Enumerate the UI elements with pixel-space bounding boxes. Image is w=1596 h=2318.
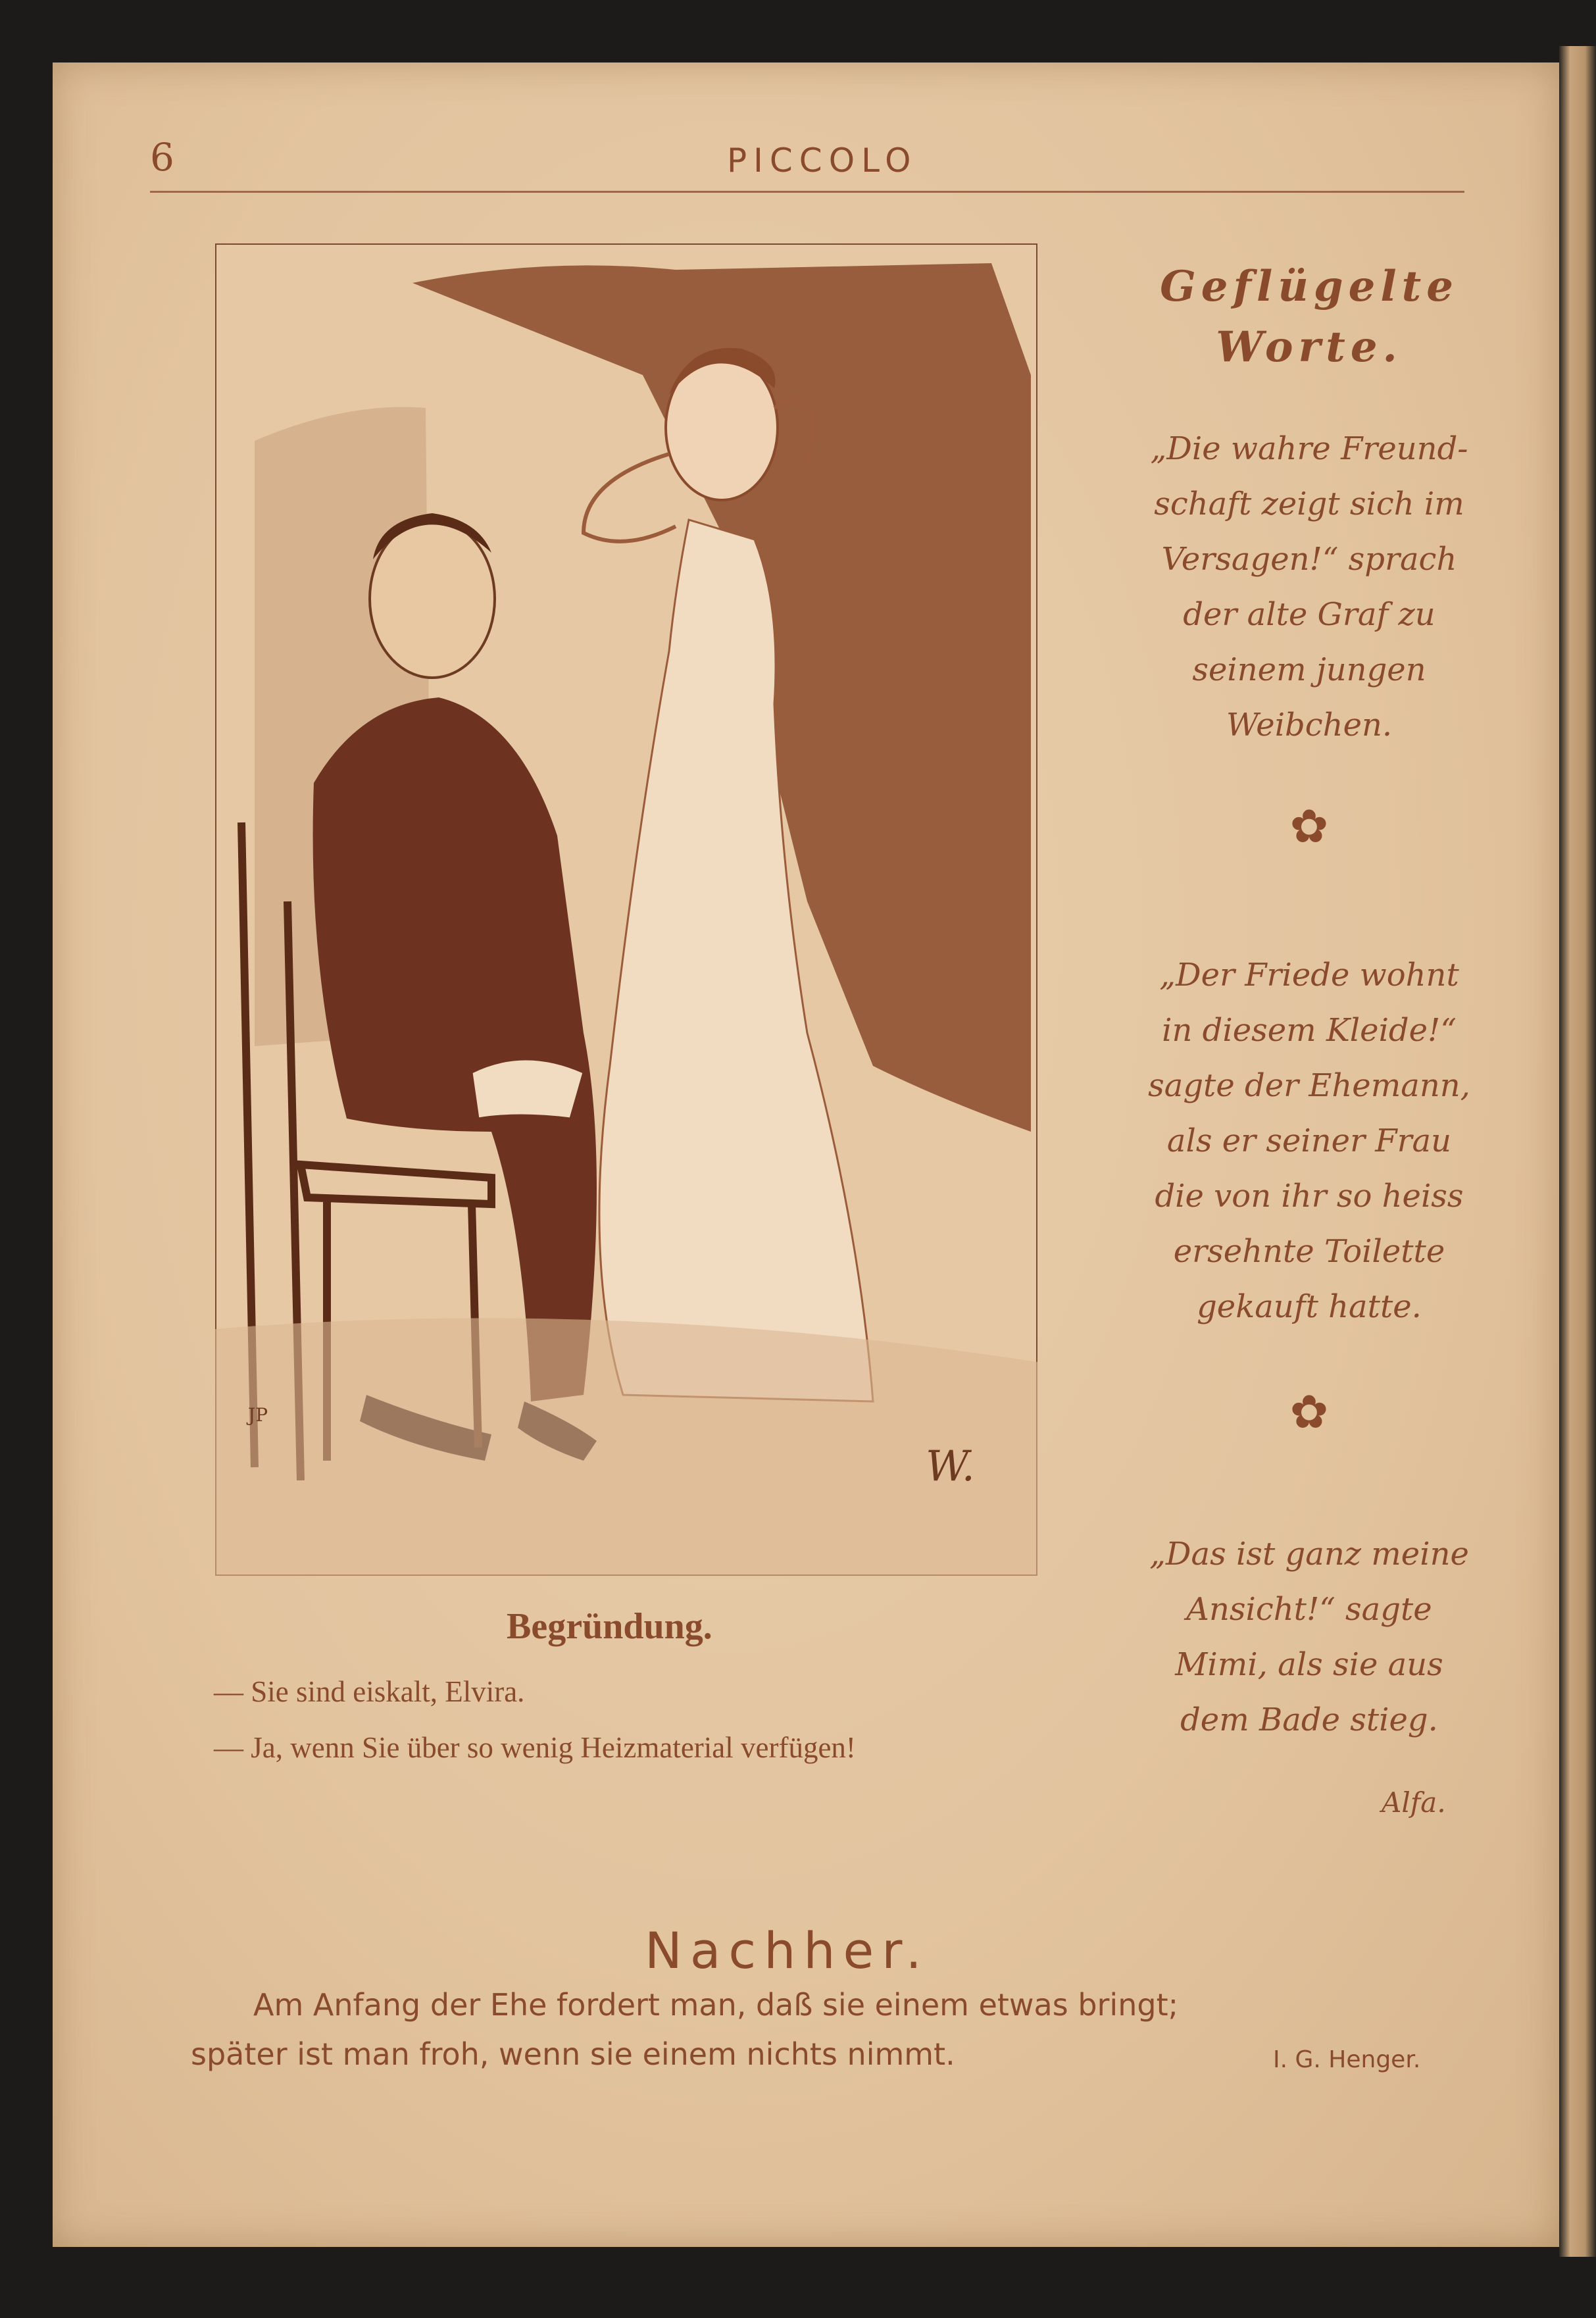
- quote-1-line: „Die wahre Freund-: [1150, 430, 1468, 467]
- page-number: 6: [150, 135, 174, 180]
- nachher-line-1: Am Anfang der Ehe fordert man, daß sie einem etwas bringt;: [253, 1987, 1179, 2023]
- quote-2: [1132, 947, 1487, 1334]
- nachher-line-2: später ist man froh, wenn sie einem nichts nimmt.: [191, 2036, 955, 2072]
- quote-1-line: seinem jungen: [1192, 651, 1426, 688]
- quote-1-line: der alte Graf zu: [1183, 596, 1435, 633]
- quote-2-line: sagte der Ehemann,: [1148, 1067, 1470, 1104]
- quote-3: [1132, 1526, 1487, 1748]
- caption-title: Begründung.: [507, 1606, 712, 1647]
- sidebar-author: Alfa.: [1382, 1786, 1446, 1819]
- sidebar-heading-line1: Geflügelte: [1160, 262, 1459, 311]
- quote-1-line: schaft zeigt sich im: [1154, 486, 1464, 522]
- flower-ornament-icon: ✿: [1289, 799, 1329, 853]
- quote-3-line: „Das ist ganz meine: [1149, 1536, 1469, 1573]
- quote-1: [1132, 421, 1487, 753]
- caption-line-2: — Ja, wenn Sie über so wenig Heizmaterial verfügen!: [214, 1731, 856, 1764]
- running-title: PICCOLO: [727, 141, 918, 180]
- quote-3-line: Mimi, als sie aus: [1175, 1646, 1443, 1683]
- quote-2-line: als er seiner Frau: [1166, 1122, 1452, 1159]
- quote-1-line: Weibchen.: [1226, 707, 1393, 743]
- nachher-title: Nachher.: [645, 1921, 930, 1980]
- illustration-signature-left: JP: [248, 1404, 268, 1426]
- sidebar-heading: [1132, 257, 1487, 378]
- quote-2-line: ersehnte Toilette: [1173, 1233, 1445, 1270]
- header-rule: [150, 191, 1464, 193]
- quote-1-line: Versagen!“ sprach: [1161, 541, 1457, 578]
- adjacent-page-edge: [1559, 46, 1596, 2257]
- illustration: [215, 243, 1037, 1576]
- nachher-author: I. G. Henger.: [1273, 2046, 1421, 2073]
- flower-ornament-icon: ✿: [1289, 1385, 1329, 1439]
- sidebar-heading-line2: Worte.: [1216, 322, 1403, 372]
- quote-3-line: dem Bade stieg.: [1180, 1701, 1438, 1738]
- quote-2-line: gekauft hatte.: [1197, 1288, 1422, 1325]
- illustration-drawing: [215, 243, 1037, 1576]
- quote-2-line: „Der Friede wohnt: [1159, 957, 1459, 994]
- caption-line-1: — Sie sind eiskalt, Elvira.: [214, 1675, 525, 1708]
- illustration-signature-right: W.: [926, 1442, 975, 1491]
- quote-2-line: die von ihr so heiss: [1155, 1178, 1464, 1215]
- quote-2-line: in diesem Kleide!“: [1162, 1012, 1457, 1049]
- quote-3-line: Ansicht!“ sagte: [1186, 1591, 1432, 1628]
